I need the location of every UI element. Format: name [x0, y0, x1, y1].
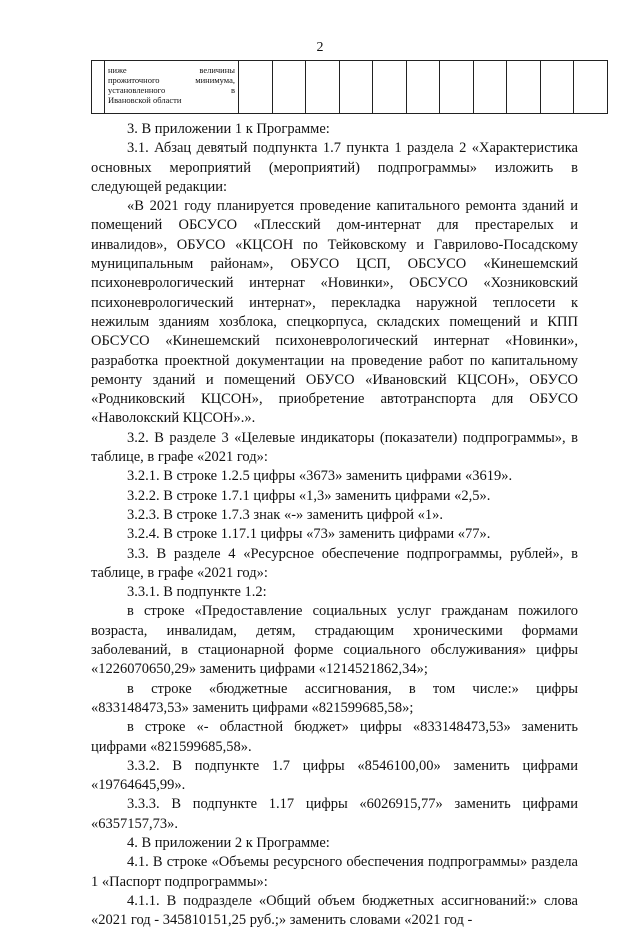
- paragraph: «В 2021 году планируется проведение капитального ремонта зданий и помещений ОБСУСО «Плесский дом-интернат для престарелых и инвалидов», ОБУСО «КЦСОН по Тейковскому и Гаврилово-Посадскому муниципальным районам», ОБУСО ЦСП, ОБСУСО «Кинешемский психоневрологический интернат «Новинки», ОБСУСО «Хозниковский психоневрологический интернат», перекладка наружной теплосети к нежилым зданиям хозблока, спецкорпуса, складских помещений и КПП ОБСУСО «Кинешемский психоневрологический интернат «Новинки», разработка проектной документации на проведение работ по капитальному ремонту зданий и помещений ОБУСО «Ивановский КЦСОН», ОБУСО «Родниковский КЦСОН», приобретение автотранспорта для ОБУСО «Наволокский КЦСОН».».: [91, 198, 578, 427]
- paragraph: 4. В приложении 2 к Программе:: [127, 834, 330, 851]
- table-cell-empty: [373, 61, 407, 114]
- paragraph: 3.3.3. В подпункте 1.17 цифры «6026915,77» заменить цифрами «6357157,73».: [91, 796, 578, 832]
- paragraph: 3.2.2. В строке 1.7.1 цифры «1,3» заменить цифрами «2,5».: [127, 487, 491, 504]
- paragraph: 4.1.1. В подразделе «Общий объем бюджетных ассигнований:» слова «2021 год - 345810151,25 руб.;» заменить словами «2021 год -: [91, 892, 578, 929]
- table-cell-empty: [406, 61, 440, 114]
- indicator-text-line: ниже величины: [108, 65, 235, 75]
- paragraph: 3. В приложении 1 к Программе:: [127, 121, 330, 137]
- table-cell-indicator-text: [105, 61, 239, 114]
- paragraph: 3.3.1. В подпункте 1.2:: [127, 584, 267, 601]
- page-number: 2: [316, 40, 324, 55]
- paragraph: 3.1. Абзац девятый подпункта 1.7 пункта 1 раздела 2 «Характеристика основных мероприятий (мероприятий) подпрограммы» изложить в следующей редакции:: [91, 140, 578, 195]
- paragraph: 4.1. В строке «Объемы ресурсного обеспечения подпрограммы» раздела 1 «Паспорт подпрограммы»:: [91, 854, 578, 890]
- table-cell-empty: [507, 61, 541, 114]
- table-cell-empty: [473, 61, 507, 114]
- indicator-text-line: прожиточного минимума,: [108, 75, 235, 85]
- table-row: [92, 61, 608, 114]
- paragraph: 3.2. В разделе 3 «Целевые индикаторы (показатели) подпрограммы», в таблице, в графе «2021 год»:: [91, 429, 578, 466]
- table-cell-empty: [440, 61, 474, 114]
- table-cell-empty: [339, 61, 373, 114]
- paragraph: 3.2.3. В строке 1.7.3 знак «-» заменить цифрой «1».: [127, 506, 443, 523]
- indicator-text-line: установленного в: [108, 85, 235, 95]
- table-cell-empty: [92, 61, 105, 114]
- table-cell-empty: [239, 61, 273, 114]
- table-cell-empty: [540, 61, 574, 114]
- table-cell-empty: [574, 61, 608, 114]
- document-body: [91, 120, 578, 930]
- paragraph: 3.3. В разделе 4 «Ресурсное обеспечение подпрограммы, рублей», в таблице, в графе «2021 год»:: [91, 545, 578, 581]
- table-cell-empty: [272, 61, 306, 114]
- paragraph: 3.2.1. В строке 1.2.5 цифры «3673» заменить цифрами «3619».: [127, 468, 513, 485]
- paragraph: 3.2.4. В строке 1.17.1 цифры «73» заменить цифрами «77».: [127, 526, 491, 543]
- paragraph: в строке «Предоставление социальных услуг гражданам пожилого возраста, инвалидам, детям, страдающим хроническими формами заболеваний, в стационарной форме социального обслуживания» цифры «1226070650,29» заменить цифрами «1214521862,34»;: [91, 603, 578, 678]
- table-cell-empty: [306, 61, 340, 114]
- indicator-text-line: Ивановской области: [108, 95, 182, 105]
- paragraph: 3.3.2. В подпункте 1.7 цифры «8546100,00» заменить цифрами «19764645,99».: [91, 757, 578, 794]
- paragraph: в строке «- областной бюджет» цифры «833148473,53» заменить цифрами «821599685,58».: [91, 719, 578, 755]
- table-fragment: [91, 60, 608, 114]
- paragraph: в строке «бюджетные ассигнования, в том числе:» цифры «833148473,53» заменить цифрами «821599685,58»;: [91, 680, 578, 716]
